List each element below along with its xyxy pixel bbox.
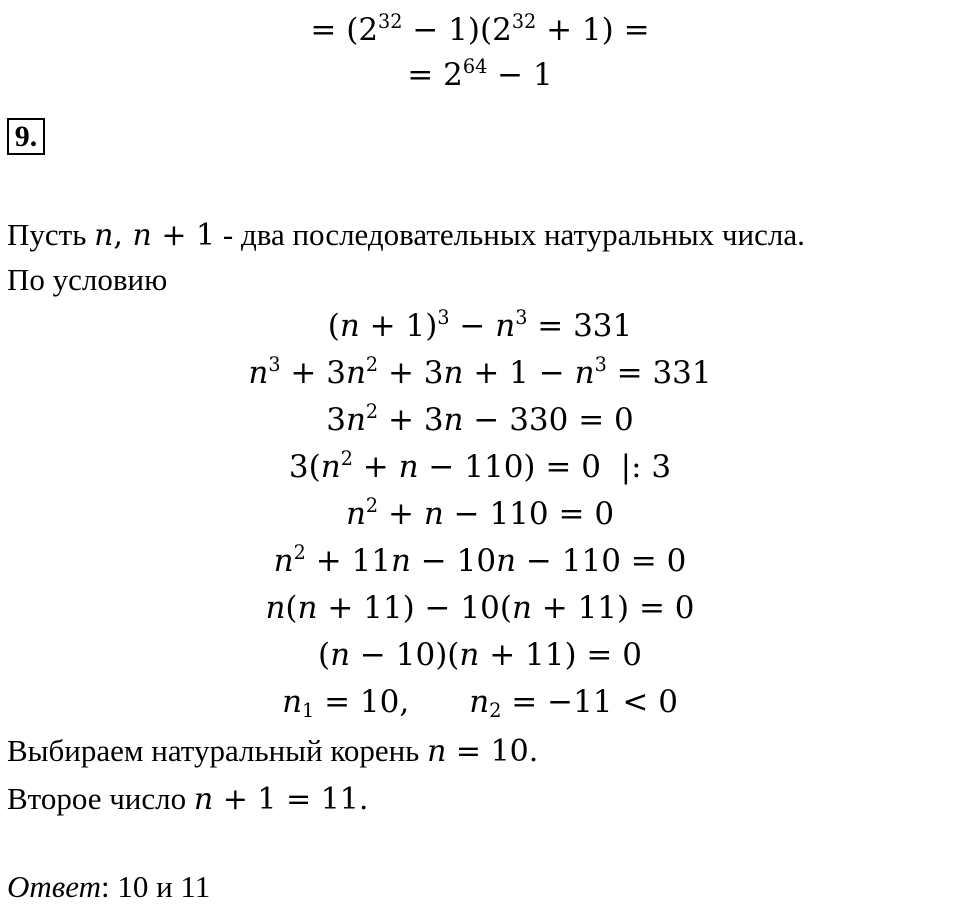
- equation-3: $3n^2 + 3n - 330 = 0$: [326, 400, 634, 438]
- equation-top-2: = $2^{64} - 1$: [407, 55, 553, 93]
- equation-8: (n − 10)(n + 11) = 0: [317, 637, 642, 673]
- equation-5: $n^2 + n - 110 = 0$: [345, 494, 615, 532]
- equation-7: n(n + 11) − 10(n + 11) = 0: [265, 590, 695, 626]
- equation-roots: $n_1 = 10$, $n_2 = -11 < 0$: [282, 684, 678, 722]
- answer-line: [7, 871, 210, 902]
- equation-1: $(n + 1)^3 - n^3 = 331$: [327, 306, 633, 344]
- equation-2: $n^3 + 3n^2 + 3n + 1 - n^3 = 331$: [248, 353, 712, 391]
- choose-root-text: Выбираем натуральный корень n = 10.: [7, 733, 539, 769]
- condition-text: По условию: [7, 262, 168, 297]
- second-number-text: Второе число n + 1 = 11.: [7, 781, 369, 817]
- equation-top-1: = $(2^{32} - 1)(2^{32} + 1)$ =: [310, 10, 650, 48]
- intro-text: Пусть n, n + 1 - два последовательных натуральных числа.: [7, 217, 805, 253]
- problem-number: 9.: [7, 118, 45, 155]
- equation-6: $n^2 + 11n - 10n - 110 = 0$: [273, 541, 687, 579]
- equation-4: $3(n^2 + n - 110) = 0$ |: 3: [288, 447, 672, 485]
- answer-label: Ответ: [7, 869, 101, 904]
- answer-value: : 10 и 11: [100, 869, 211, 904]
